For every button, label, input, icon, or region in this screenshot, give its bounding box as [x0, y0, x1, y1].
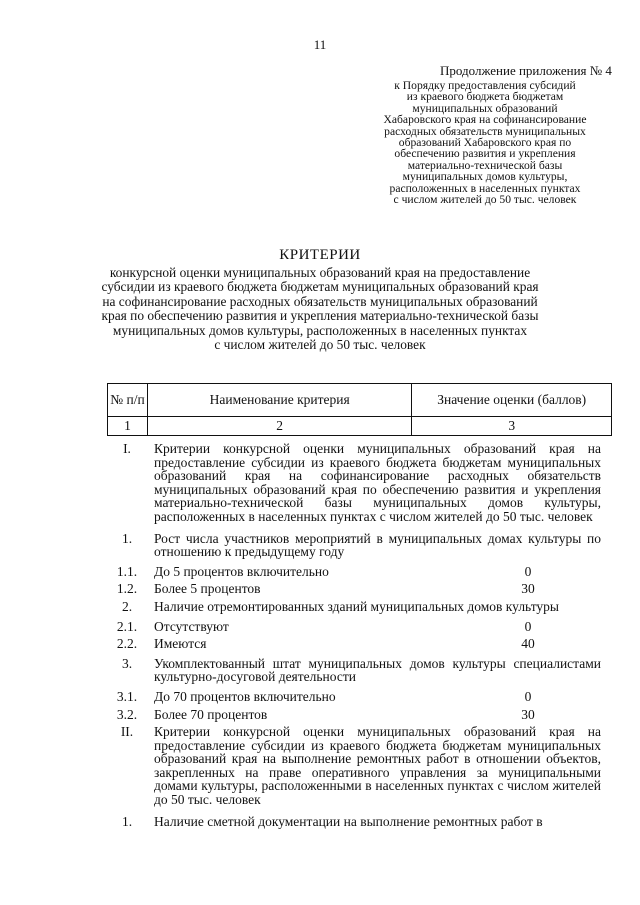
row-number: 2.1.: [116, 618, 138, 634]
criterion-option-row: [107, 690, 612, 704]
appendix-line: Хабаровского края на софинансирование: [383, 113, 587, 127]
appendix-line: расположенных в населенных пунктах: [389, 181, 581, 195]
row-text: До 70 процентов включительно: [154, 688, 336, 704]
row-number: II.: [120, 724, 134, 740]
row-text: Более 70 процентов: [154, 706, 268, 722]
subtitle-line: муниципальных домов культуры, расположенных в населенных пунктах: [112, 322, 528, 338]
row-text: До 5 процентов включительно: [154, 563, 329, 579]
appendix-reference: [360, 80, 610, 205]
criterion-option-row: [107, 637, 612, 651]
criterion-option-row: [107, 620, 612, 634]
row-number: 1.1.: [116, 563, 138, 579]
row-score: 0: [524, 563, 532, 579]
criterion-row: [107, 815, 612, 829]
row-number: 3.1.: [116, 688, 138, 704]
appendix-line: из краевого бюджета бюджетам: [406, 90, 564, 104]
appendix-line: с числом жителей до 50 тыс. человек: [393, 193, 577, 207]
subtitle-line: конкурсной оценки муниципальных образований края на предоставление: [109, 265, 531, 280]
row-text: Наличие отремонтированных зданий муниципальных домов культуры: [154, 598, 559, 614]
appendix-line: образований Хабаровского края по: [398, 136, 572, 150]
subtitle-line: на софинансирование расходных обязательств муниципальных образований: [102, 293, 538, 309]
row-score: 0: [524, 618, 532, 634]
row-number: 1.2.: [116, 581, 138, 597]
row-text: Критерии конкурсной оценки муниципальных образований края на предоставление субсидии из краевого бюджета бюджетам муниципальных образований края на софинансирование расходных обязательств муниципальных образований края по обеспечению развития и укрепления материально-технической базы муниципальных домов культуры, расположенных в населенных пунктах с числом жителей до 50 тыс. человек: [154, 441, 601, 524]
criteria-section-row: [107, 725, 612, 807]
row-number: 3.: [121, 655, 133, 671]
row-text: Укомплектованный штат муниципальных домов культуры специалистами культурно-досуговой деятельности: [154, 655, 601, 685]
row-score: 40: [521, 636, 535, 652]
subtitle-line: края по обеспечению развития и укрепления материально-технической базы: [101, 308, 539, 324]
criteria-list: [107, 442, 612, 828]
criteria-table-header: [107, 383, 612, 436]
subtitle-line: с числом жителей до 50 тыс. человек: [214, 337, 426, 353]
row-text: Критерии конкурсной оценки муниципальных образований края на предоставление субсидии из краевого бюджета бюджетам муниципальных образований края на выполнение ремонтных работ в отношении объектов, закрепленных на праве оперативного управления за муниципальными домами культуры, расположенными в населенных пунктах с числом жителей до 50 тыс. человек: [154, 724, 601, 808]
appendix-line: материально-технической базы: [407, 158, 563, 172]
appendix-line: расходных обязательств муниципальных: [384, 124, 586, 138]
column-header-score: Значение оценки (баллов): [412, 384, 612, 417]
column-number-3: 3: [412, 417, 612, 436]
row-text: Отсутствуют: [154, 618, 229, 634]
document-subtitle: [100, 266, 540, 352]
column-number-1: 1: [108, 417, 148, 436]
column-header-number: № п/п: [108, 384, 148, 417]
appendix-line: к Порядку предоставления субсидий: [394, 79, 576, 92]
appendix-line: муниципальных домов культуры,: [402, 170, 568, 184]
appendix-continuation: Продолжение приложения № 4: [440, 63, 612, 78]
row-text: Рост числа участников мероприятий в муниципальных домах культуры по отношению к предыдущему году: [154, 530, 601, 560]
row-number: 2.: [121, 598, 133, 614]
criterion-option-row: [107, 708, 612, 722]
row-number: 1.: [121, 813, 133, 829]
row-score: 30: [521, 581, 535, 597]
row-text: Наличие сметной документации на выполнение ремонтных работ в: [154, 813, 543, 829]
criterion-row: [107, 532, 612, 559]
column-number-2: 2: [147, 417, 411, 436]
row-text: Имеются: [154, 636, 207, 652]
row-score: 30: [521, 706, 535, 722]
document-title: КРИТЕРИИ: [279, 247, 361, 263]
appendix-line: муниципальных образований: [412, 101, 558, 115]
page-number: 11: [313, 37, 327, 52]
appendix-line: обеспечению развития и укрепления: [394, 147, 576, 161]
criterion-option-row: [107, 565, 612, 579]
column-header-criterion: Наименование критерия: [147, 384, 411, 417]
criteria-section-row: [107, 442, 612, 524]
row-number: 1.: [121, 530, 133, 546]
row-number: 2.2.: [116, 636, 138, 652]
row-text: Более 5 процентов: [154, 581, 261, 597]
row-number: 3.2.: [116, 706, 138, 722]
row-number: I.: [123, 441, 131, 456]
subtitle-line: субсидии из краевого бюджета бюджетам муниципальных образований края: [101, 279, 539, 295]
row-score: 0: [524, 688, 532, 704]
criterion-option-row: [107, 582, 612, 596]
criterion-row: [107, 657, 612, 684]
criterion-row: [107, 600, 612, 614]
